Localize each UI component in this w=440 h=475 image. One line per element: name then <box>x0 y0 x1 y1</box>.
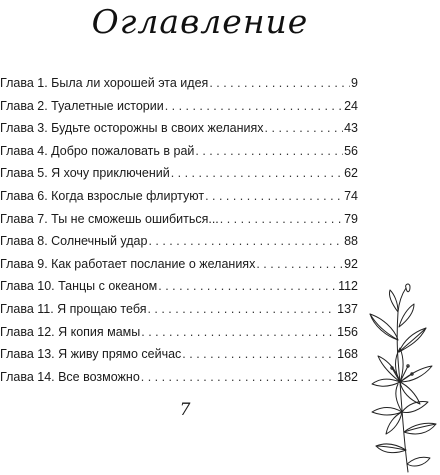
toc-entry-page: 168 <box>337 347 358 362</box>
toc-entry-label: Глава 10. Танцы с океаном <box>0 279 158 294</box>
toc-entry-label: Глава 2. Туалетные истории <box>0 98 164 113</box>
dot-leader <box>265 117 344 139</box>
dot-leader <box>165 95 343 117</box>
dot-leader <box>209 72 350 94</box>
dot-leader <box>148 230 343 252</box>
toc-entry[interactable] <box>0 253 358 275</box>
toc-entry-page: 92 <box>344 256 358 271</box>
toc-entry-label: Глава 6. Когда взрослые флиртуют <box>0 189 205 203</box>
toc-entry[interactable] <box>0 95 358 117</box>
toc-entry[interactable] <box>0 185 358 207</box>
dot-leader <box>147 298 336 320</box>
toc-entry-label: Глава 8. Солнечный удар <box>0 234 148 249</box>
toc-entry[interactable] <box>0 343 358 365</box>
toc-entry[interactable] <box>0 162 358 184</box>
toc-entry-page: 156 <box>337 324 358 339</box>
dot-leader <box>195 140 343 162</box>
lily-flower-icon <box>352 282 440 475</box>
toc-entry[interactable] <box>0 230 358 252</box>
dot-leader <box>220 208 343 230</box>
toc-entry[interactable] <box>0 117 358 139</box>
toc-entry-page: 88 <box>344 234 358 249</box>
toc-entry-label: Глава 9. Как работает послание о желаниях <box>0 256 256 271</box>
toc-entry-page: 56 <box>344 143 358 158</box>
dot-leader <box>182 343 336 365</box>
toc-entry-page: 9 <box>351 76 358 90</box>
toc-entry-page: 62 <box>344 166 358 181</box>
dot-leader <box>171 162 343 184</box>
toc-entry-label: Глава 14. Все возможно <box>0 369 140 384</box>
toc-entry-label: Глава 7. Ты не сможешь ошибиться... <box>0 211 219 226</box>
dot-leader <box>141 321 336 343</box>
toc-entry[interactable] <box>0 140 358 162</box>
dot-leader <box>205 185 343 207</box>
toc-entry[interactable] <box>0 298 358 320</box>
toc-entry-page: 74 <box>344 189 358 203</box>
toc-entry-label: Глава 3. Будьте осторожны в своих желаниях <box>0 121 264 136</box>
toc-entry-label: Глава 12. Я копия мамы <box>0 324 141 339</box>
toc-entry-label: Глава 5. Я хочу приключений <box>0 166 170 181</box>
toc-entry-page: 24 <box>344 98 358 113</box>
toc-entry-label: Глава 1. Была ли хорошей эта идея <box>0 76 209 90</box>
toc-entry-page: 137 <box>337 302 358 316</box>
page-title: Оглавление <box>91 2 309 41</box>
toc-entry-page: 112 <box>338 279 358 294</box>
dot-leader <box>256 253 343 275</box>
toc-entry-label: Глава 13. Я живу прямо сейчас <box>0 347 182 362</box>
toc-entry-page: 182 <box>337 369 358 384</box>
toc-entry-label: Глава 11. Я прощаю тебя <box>0 302 147 316</box>
dot-leader <box>158 275 337 297</box>
toc-entry-page: 79 <box>344 211 358 226</box>
dot-leader <box>141 366 336 388</box>
toc-entry[interactable] <box>0 366 358 388</box>
toc-entry[interactable] <box>0 321 358 343</box>
toc-entry[interactable] <box>0 275 358 297</box>
toc-entry[interactable] <box>0 72 358 94</box>
toc-entry-label: Глава 4. Добро пожаловать в рай <box>0 143 195 158</box>
toc-entry-page: 43 <box>344 121 358 136</box>
page-number: 7 <box>179 400 191 420</box>
toc-entry[interactable] <box>0 208 358 230</box>
